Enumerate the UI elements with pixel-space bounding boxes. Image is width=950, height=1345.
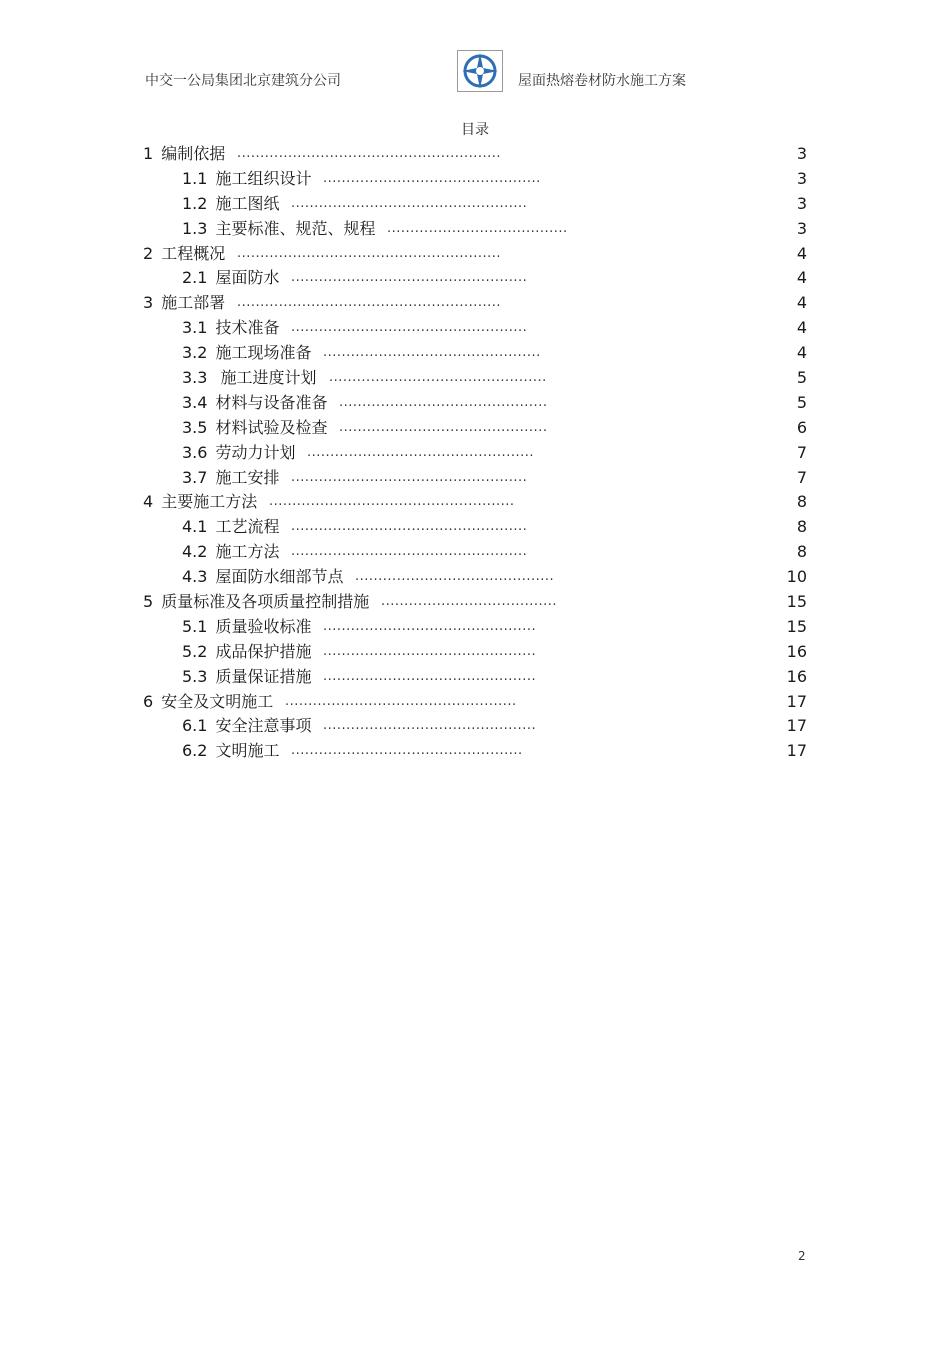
toc-entry-heading: [182, 167, 311, 192]
toc-entry-heading: [143, 142, 225, 167]
toc-entry-number: 3.6: [182, 442, 208, 462]
toc-entry[interactable]: [0, 590, 950, 615]
company-logo-icon: [457, 50, 503, 92]
toc-leader-dots: ...................................................: [291, 195, 528, 211]
toc-entry-heading: [182, 266, 279, 291]
toc-entry-heading: [182, 391, 327, 416]
toc-entry-heading: [143, 242, 225, 267]
toc-entry-page: 4: [796, 268, 807, 288]
toc-entry-heading: [182, 316, 279, 341]
toc-entry-heading: [143, 291, 225, 316]
toc-leader-dots: .......................................: [387, 220, 568, 236]
toc-leader-dots: ...................................................: [291, 320, 528, 336]
toc-entry-number: 6: [143, 691, 154, 711]
toc-entry-page: 4: [796, 343, 807, 363]
toc-entry[interactable]: [0, 167, 950, 192]
toc-entry-text: 屋面防水: [215, 268, 280, 288]
toc-entry-number: 4.1: [182, 517, 208, 537]
toc-entry[interactable]: [0, 217, 950, 242]
toc-entry-page: 16: [786, 666, 807, 686]
toc-entry-text: 施工安排: [215, 467, 280, 487]
toc-leader-dots: .........................................................: [237, 295, 502, 311]
toc-entry[interactable]: [0, 690, 950, 715]
toc-entry[interactable]: [0, 466, 950, 491]
toc-entry-page: 17: [786, 741, 807, 761]
toc-entry-number: 1.2: [182, 193, 208, 213]
toc-entry-heading: [182, 615, 311, 640]
toc-entry[interactable]: [0, 366, 950, 391]
toc-leader-dots: .....................................................: [269, 494, 515, 510]
toc-entry-page: 3: [796, 193, 807, 213]
toc-entry-text: 安全注意事项: [215, 716, 312, 736]
toc-entry-heading: [143, 690, 273, 715]
toc-entry-number: 6.1: [182, 716, 208, 736]
toc-leader-dots: ..............................................: [323, 718, 537, 734]
toc-leader-dots: ...............................................: [329, 370, 547, 386]
toc-entry[interactable]: [0, 739, 950, 764]
toc-entry[interactable]: [0, 242, 950, 267]
toc-entry-page: 4: [796, 243, 807, 263]
toc-entry-heading: [182, 217, 375, 242]
toc-entry-number: 6.2: [182, 741, 208, 761]
toc-entry-number: 3.2: [182, 343, 208, 363]
table-of-contents: [0, 142, 950, 764]
company-name: 中交一公局集团北京建筑分公司: [145, 73, 341, 89]
toc-entry-heading: [182, 192, 279, 217]
toc-entry-text: 主要施工方法: [161, 492, 258, 512]
toc-entry[interactable]: [0, 266, 950, 291]
toc-entry[interactable]: [0, 665, 950, 690]
toc-entry-page: 16: [786, 641, 807, 661]
toc-entry-text: 施工组织设计: [215, 168, 312, 188]
toc-entry-heading: [182, 640, 311, 665]
toc-entry-text: 文明施工: [215, 741, 280, 761]
toc-entry[interactable]: [0, 291, 950, 316]
toc-entry-heading: [182, 714, 311, 739]
toc-entry-text: 主要标准、规范、规程: [215, 218, 376, 238]
toc-entry-text: 工程概况: [161, 243, 226, 263]
toc-entry-number: 5: [143, 592, 154, 612]
toc-entry[interactable]: [0, 540, 950, 565]
toc-entry-page: 10: [786, 567, 807, 587]
toc-entry-number: 4: [143, 492, 154, 512]
toc-entry-heading: [143, 590, 369, 615]
toc-entry-page: 3: [796, 168, 807, 188]
toc-entry-number: 3.1: [182, 318, 208, 338]
toc-entry-text: 工艺流程: [215, 517, 280, 537]
toc-entry-page: 4: [796, 318, 807, 338]
toc-entry-heading: [182, 540, 279, 565]
toc-entry-text: 技术准备: [215, 318, 280, 338]
toc-entry-number: 5.2: [182, 641, 208, 661]
toc-entry-text: 质量标准及各项质量控制措施: [161, 592, 370, 612]
toc-leader-dots: .............................................: [339, 419, 548, 435]
toc-leader-dots: .................................................: [307, 444, 534, 460]
toc-entry-page: 6: [796, 417, 807, 437]
toc-entry-number: 1: [143, 144, 154, 163]
toc-entry-text: 材料试验及检查: [215, 417, 328, 437]
toc-entry[interactable]: [0, 714, 950, 739]
toc-entry[interactable]: [0, 416, 950, 441]
toc-entry-heading: [182, 665, 311, 690]
toc-entry-number: 2.1: [182, 268, 208, 288]
toc-entry[interactable]: [0, 142, 950, 167]
toc-entry-number: 3: [143, 293, 154, 313]
page-number: 2: [798, 1249, 806, 1263]
toc-entry-text: 质量保证措施: [215, 666, 312, 686]
toc-leader-dots: ...................................................: [291, 544, 528, 560]
toc-entry[interactable]: [0, 490, 950, 515]
toc-entry-number: 1.3: [182, 218, 208, 238]
toc-entry[interactable]: [0, 515, 950, 540]
toc-entry-text: 施工进度计划: [215, 368, 317, 388]
toc-entry-heading: [182, 739, 279, 764]
toc-entry-number: 1.1: [182, 168, 208, 188]
toc-entry-text: 劳动力计划: [215, 442, 296, 462]
toc-entry-heading: [182, 515, 279, 540]
toc-entry-page: 5: [796, 368, 807, 388]
toc-entry-heading: [143, 490, 257, 515]
toc-leader-dots: ..................................................: [285, 693, 517, 709]
toc-entry[interactable]: [0, 192, 950, 217]
toc-entry-heading: [182, 466, 279, 491]
toc-leader-dots: ...........................................: [355, 569, 555, 585]
toc-entry-text: 安全及文明施工: [161, 691, 274, 711]
toc-entry-heading: [182, 341, 311, 366]
toc-entry-page: 8: [796, 517, 807, 537]
toc-entry[interactable]: [0, 565, 950, 590]
toc-entry-page: 8: [796, 492, 807, 512]
toc-entry[interactable]: [0, 640, 950, 665]
toc-entry-number: 4.2: [182, 542, 208, 562]
toc-leader-dots: ...............................................: [323, 170, 541, 186]
toc-leader-dots: ...............................................: [323, 345, 541, 361]
toc-entry-number: 3.7: [182, 467, 208, 487]
toc-entry-number: 2: [143, 243, 154, 263]
toc-entry-page: 5: [796, 392, 807, 412]
toc-leader-dots: .........................................................: [237, 245, 502, 261]
toc-entry-heading: [182, 441, 295, 466]
toc-leader-dots: ......................................: [381, 594, 558, 610]
toc-entry-page: 7: [796, 467, 807, 487]
toc-leader-dots: ..............................................: [323, 668, 537, 684]
toc-entry[interactable]: [0, 615, 950, 640]
toc-entry-text: 材料与设备准备: [215, 392, 328, 412]
toc-entry-number: 4.3: [182, 567, 208, 587]
toc-leader-dots: ...................................................: [291, 270, 528, 286]
toc-leader-dots: ..............................................: [323, 643, 537, 659]
toc-leader-dots: ...................................................: [291, 519, 528, 535]
document-title: 屋面热熔卷材防水施工方案: [518, 73, 686, 89]
toc-entry-number: 3.3: [182, 368, 208, 388]
toc-entry-text: 屋面防水细部节点: [215, 567, 344, 587]
toc-entry-text: 成品保护措施: [215, 641, 312, 661]
toc-entry-number: 5.1: [182, 616, 208, 636]
toc-entry-text: 施工现场准备: [215, 343, 312, 363]
toc-entry-number: 5.3: [182, 666, 208, 686]
toc-entry-text: 施工部署: [161, 293, 226, 313]
toc-leader-dots: .........................................................: [237, 146, 502, 161]
toc-entry[interactable]: [0, 441, 950, 466]
toc-leader-dots: ..............................................: [323, 618, 537, 634]
toc-leader-dots: ...................................................: [291, 469, 528, 485]
toc-entry-page: 15: [786, 616, 807, 636]
toc-entry[interactable]: [0, 391, 950, 416]
toc-entry-page: 4: [796, 293, 807, 313]
toc-entry-heading: [182, 366, 317, 391]
toc-title: 目录: [461, 122, 489, 138]
toc-entry-page: 15: [786, 592, 807, 612]
toc-entry-text: 质量验收标准: [215, 616, 312, 636]
toc-leader-dots: .............................................: [339, 394, 548, 410]
toc-entry-text: 施工方法: [215, 542, 280, 562]
toc-entry-page: 17: [786, 691, 807, 711]
toc-entry[interactable]: [0, 341, 950, 366]
toc-entry-heading: [182, 565, 343, 590]
toc-entry-text: 施工图纸: [215, 193, 280, 213]
toc-entry-heading: [182, 416, 327, 441]
toc-entry-page: 3: [796, 218, 807, 238]
toc-entry-number: 3.4: [182, 392, 208, 412]
toc-entry-page: 3: [796, 144, 807, 163]
toc-entry-page: 17: [786, 716, 807, 736]
toc-entry-page: 8: [796, 542, 807, 562]
toc-leader-dots: ..................................................: [291, 743, 523, 759]
toc-entry-page: 7: [796, 442, 807, 462]
toc-entry-number: 3.5: [182, 417, 208, 437]
toc-entry-text: 编制依据: [161, 144, 226, 163]
toc-entry[interactable]: [0, 316, 950, 341]
